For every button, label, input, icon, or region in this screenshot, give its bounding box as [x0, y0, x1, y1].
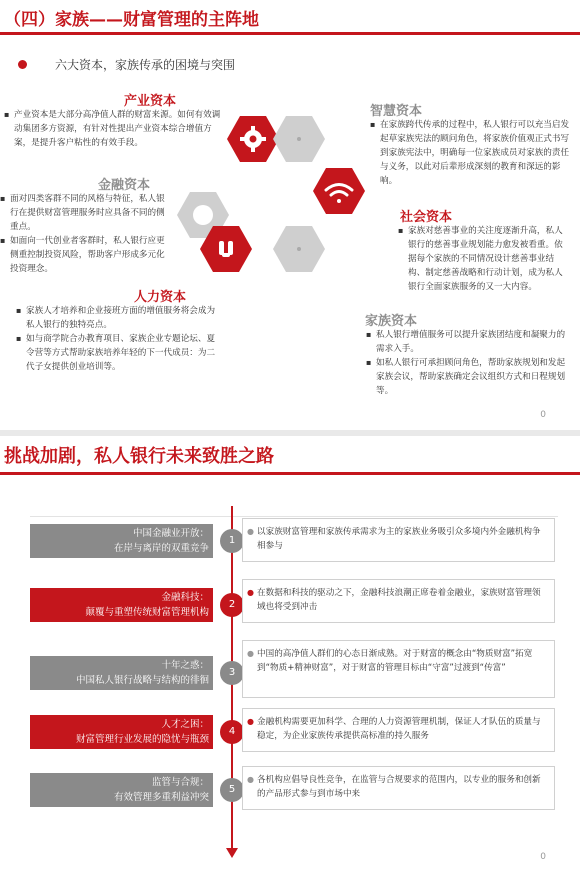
challenge-label-4 [30, 715, 213, 749]
step-number-4: 4 [220, 720, 244, 744]
challenge-label-5 [30, 773, 213, 807]
capital-bullets-family [366, 328, 570, 398]
challenge-label-1 [30, 524, 213, 558]
challenge-title: 中国金融业开放： [132, 528, 209, 539]
capital-bullets-financial [0, 192, 172, 276]
slide-title: 挑战加剧，私人银行未来致胜之路 [4, 446, 274, 467]
challenge-detail-5 [242, 766, 555, 810]
challenge-text: 以家族财富管理和家族传承需求为主的家族业务吸引众多境内外金融机构争相参与 [257, 527, 541, 551]
bullet-dot-icon: ● [247, 775, 254, 784]
capital-heading-wisdom: 智慧资本 [370, 104, 423, 119]
challenge-title: 金融科技： [161, 592, 209, 603]
bullet-item: ▪ 在家族跨代传承的过程中，私人银行可以充当启发起草家族宪法的顾问角色，将家族价值观正式书写到家族宪法中，明确每一位家族成员对家族的责任与义务，以此对后辈形成深刻的教育和深远的影响。 [370, 118, 570, 188]
challenge-title: 人才之困： [161, 719, 209, 730]
subtitle-text: 六大资本，家族传承的困境与突围 [55, 58, 236, 72]
challenge-detail-4 [242, 708, 555, 752]
challenge-subtitle: 在岸与离岸的双重竞争 [113, 543, 209, 554]
page-number: 0 [540, 852, 546, 862]
challenge-text: 金融机构需要更加科学、合理的人力资源管理机制，保证人才队伍的质量与稳定，为企业家族传承提供高标准的持久服务 [257, 717, 541, 741]
circle-icon [193, 205, 213, 225]
capital-heading-social: 社会资本 [400, 210, 453, 225]
slide-challenges [0, 436, 580, 871]
challenge-text: 各机构应倡导良性竞争，在监管与合规要求的范围内，以专业的服务和创新的产品形式参与到市场中来 [257, 775, 541, 799]
bullet-dot-icon: ● [247, 588, 254, 597]
bullet-dot-icon: ● [247, 717, 254, 726]
bullet-dot-icon: ● [247, 527, 254, 536]
capital-heading-human: 人力资本 [134, 290, 187, 305]
step-number-5: 5 [220, 778, 244, 802]
challenge-title: 十年之惑： [161, 660, 209, 671]
step-number-3: 3 [220, 661, 244, 685]
challenge-subtitle: 有效管理多重利益冲突 [113, 792, 209, 803]
capital-heading-family: 家族资本 [365, 314, 418, 329]
subtitle [18, 56, 235, 73]
challenge-subtitle: 颠覆与重塑传统财富管理机构 [85, 607, 209, 618]
bullet-item: ▪ 产业资本是大部分高净值人群的财富来源。如何有效调动集团多方资源，有针对性提出产业资本综合增值方案，是提升客户粘性的有效手段。 [4, 108, 224, 150]
challenge-detail-2 [242, 579, 555, 623]
title-underline [0, 32, 580, 35]
challenge-detail-3 [242, 640, 555, 698]
bullet-dot-icon: ● [247, 649, 254, 658]
step-number-1: 1 [220, 529, 244, 553]
bullet-dot-icon [18, 60, 27, 69]
dot-icon [297, 137, 301, 141]
capital-bullets-social [398, 224, 570, 294]
arrow-down-icon [226, 848, 238, 858]
challenge-label-3 [30, 656, 213, 690]
title-underline [0, 472, 580, 475]
bullet-item: ▪ 面对四类客群不同的风格与特征，私人银行在提供财富管理服务时应具备不同的侧重点。 [0, 192, 172, 234]
challenge-subtitle: 财富管理行业发展的隐忧与瓶颈 [75, 734, 209, 745]
bullet-item: ▪ 家族人才培养和企业接班方面的增值服务将会成为私人银行的独特亮点。 [16, 304, 220, 332]
challenge-text: 中国的高净值人群们的心态日渐成熟。对于财富的概念由“物质财富”拓宽到“物质+精神财富”，对于财富的管理目标由“守富”过渡到“传富” [257, 649, 533, 673]
divider [30, 516, 558, 517]
challenge-subtitle: 中国私人银行战略与结构的徘徊 [75, 675, 209, 686]
capital-heading-financial: 金融资本 [98, 178, 151, 193]
challenge-label-2 [30, 588, 213, 622]
challenge-detail-1 [242, 518, 555, 562]
bullet-item: ▪ 家族对慈善事业的关注度逐渐升高，私人银行的慈善事业规划能力愈发被看重。依据每个家族的不同情况设计慈善事业结构、制定慈善战略和行动计划，成为私人银行全面家族服务的又一大内容。 [398, 224, 570, 294]
capital-bullets-wisdom [370, 118, 570, 188]
step-number-2: 2 [220, 593, 244, 617]
bullet-item: ▪ 私人银行增值服务可以提升家族团结度和凝聚力的需求入手。 [366, 328, 570, 356]
capital-bullets-human [16, 304, 220, 374]
slide-family-capitals [0, 0, 580, 430]
slide-title: （四）家族——财富管理的主阵地 [4, 10, 259, 30]
challenge-text: 在数据和科技的驱动之下，金融科技浪潮正席卷着金融业，家族财富管理领域也将受到冲击 [257, 588, 541, 612]
challenge-title: 监管与合规： [151, 777, 209, 788]
bullet-item: ▪ 如面向一代创业者客群时，私人银行应更侧重控制投资风险，帮助客户形成多元化投资理念。 [0, 234, 172, 276]
bullet-item: ▪ 如与商学院合办教育项目、家族企业专题论坛、夏令营等方式帮助家族培养年轻的下一代成员：为二代子女提供创业培训等。 [16, 332, 220, 374]
capital-bullets-industrial [4, 108, 224, 150]
capital-heading-industrial: 产业资本 [124, 94, 177, 109]
dot-icon [297, 247, 301, 251]
bullet-item: ▪ 如私人银行可承担顾问角色，帮助家族规划和发起家族会议，帮助家族确定会议组织方式和日程规划等。 [366, 356, 570, 398]
page-number: 0 [540, 410, 546, 420]
